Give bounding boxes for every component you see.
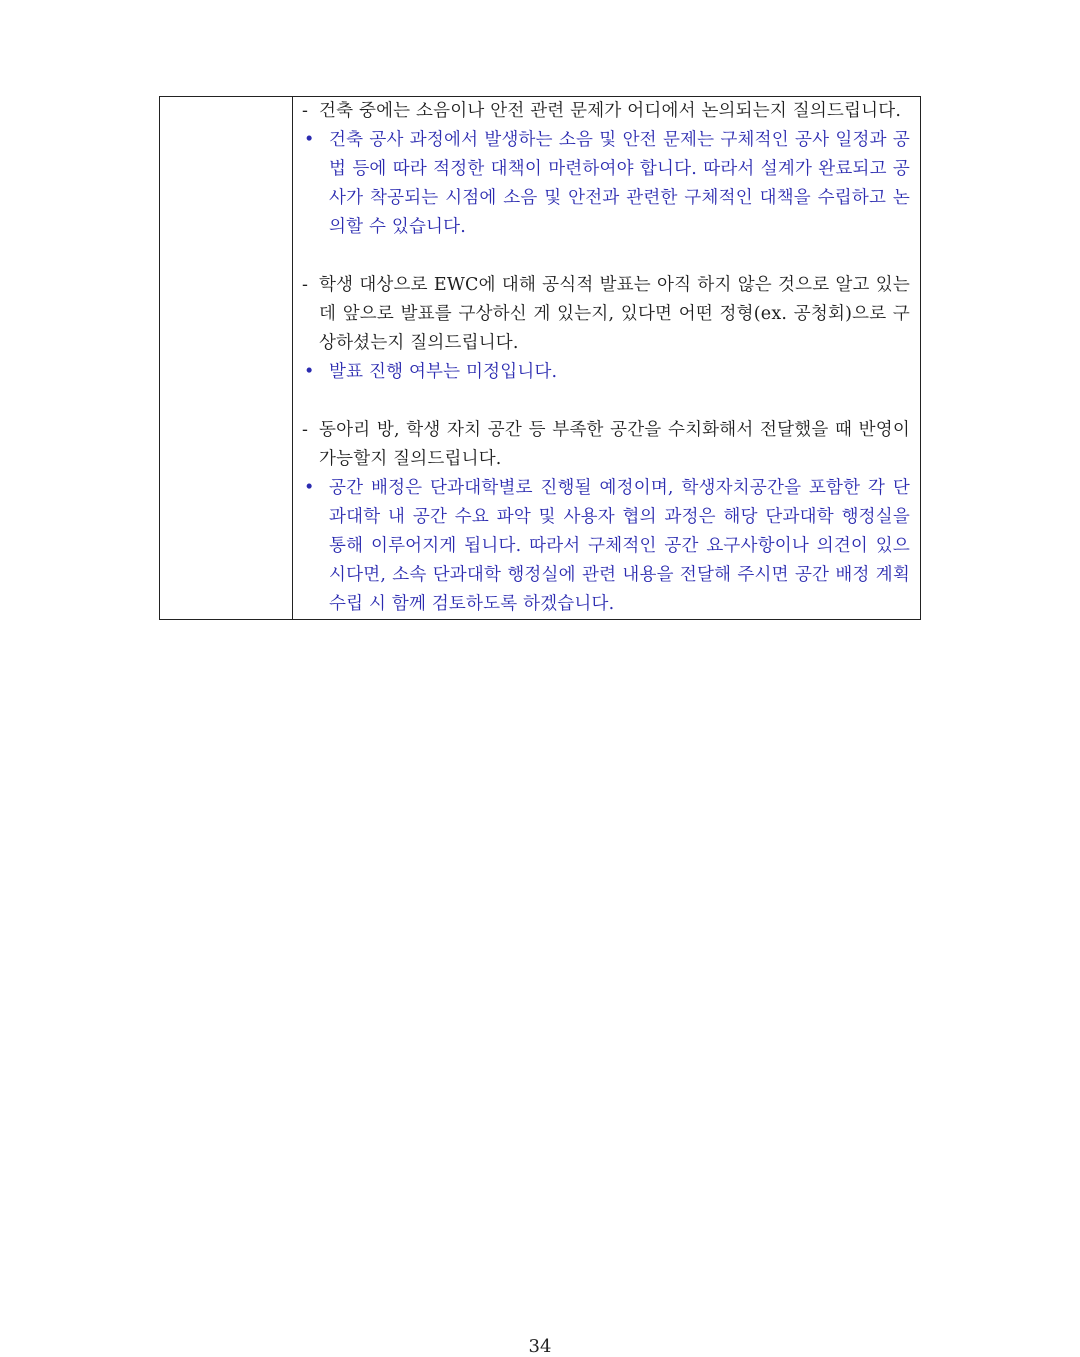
bullet-icon: • xyxy=(304,478,315,498)
answer-text xyxy=(301,474,910,619)
answer-body: 공간 배정은 단과대학별로 진행될 예정이며, 학생자치공간을 포함한 각 단과대학 내 공간 수요 파악 및 사용자 협의 과정은 해당 단과대학 행정실을 통해 이루어지게 됩니다. 따라서 구체적인 공간 요구사항이나 의견이 있으시다면, 소속 단과대학 행정실에 관련 내용을 전달해 주시면 공간 배정 계획 수립 시 함께 검토하도록 하겠습니다. xyxy=(329,478,910,614)
bullet-icon: • xyxy=(304,130,315,150)
qa-item xyxy=(301,97,910,242)
question-text xyxy=(301,416,910,474)
question-body: 학생 대상으로 EWC에 대해 공식적 발표는 아직 하지 않은 것으로 알고 있는데 앞으로 발표를 구상하신 게 있는지, 있다면 어떤 정형(ex. 공청회)으로 구상하셨는지 질의드립니다. xyxy=(319,275,910,353)
qa-item xyxy=(301,416,910,619)
dash-marker: - xyxy=(302,420,309,440)
question-body: 동아리 방, 학생 자치 공간 등 부족한 공간을 수치화해서 전달했을 때 반영이 가능할지 질의드립니다. xyxy=(319,420,910,469)
page-number: 34 xyxy=(528,1336,552,1357)
bullet-icon: • xyxy=(304,362,315,382)
question-text xyxy=(301,271,910,358)
answer-text xyxy=(301,126,910,242)
table-label-cell xyxy=(160,97,293,620)
answer-body: 건축 공사 과정에서 발생하는 소음 및 안전 문제는 구체적인 공사 일정과 공법 등에 따라 적정한 대책이 마련하여야 합니다. 따라서 설계가 완료되고 공사가 착공되는 시점에 소음 및 안전과 관련한 구체적인 대책을 수립하고 논의할 수 있습니다. xyxy=(329,130,910,237)
qa-item xyxy=(301,271,910,387)
answer-text xyxy=(301,358,910,387)
question-text xyxy=(301,97,910,126)
answer-body: 발표 진행 여부는 미정입니다. xyxy=(329,362,558,382)
table-row xyxy=(160,97,921,620)
question-body: 건축 중에는 소음이나 안전 관련 문제가 어디에서 논의되는지 질의드립니다. xyxy=(319,101,902,121)
dash-marker: - xyxy=(302,275,309,295)
table-content-cell xyxy=(293,97,921,620)
dash-marker: - xyxy=(302,101,309,121)
qa-table xyxy=(159,96,921,620)
